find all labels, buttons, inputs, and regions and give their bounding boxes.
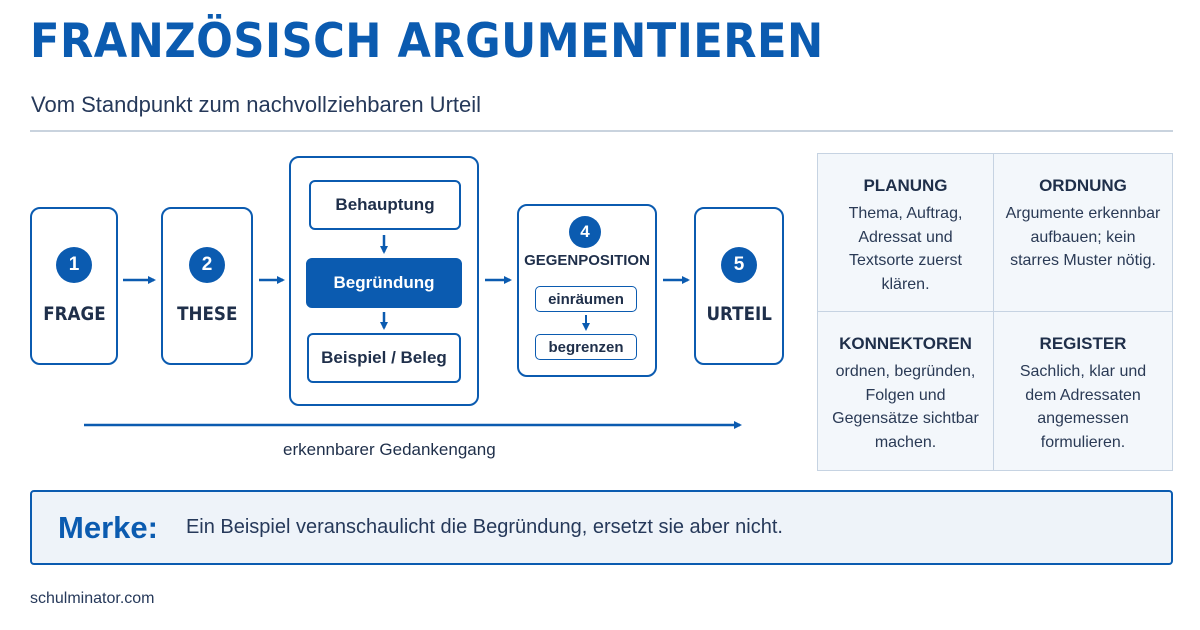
note-box (30, 490, 1173, 565)
tip-text: Argumente erkennbar aufbauen; kein starres Muster nötig. (1005, 205, 1161, 269)
claim-box: Behauptung (309, 180, 461, 230)
tip-text: Sachlich, klar und dem Adressaten angemessen formulieren. (1019, 363, 1147, 451)
tip-text: Thema, Auftrag, Adressat und Textsorte zuerst klären. (848, 205, 963, 293)
step-number-badge: 4 (569, 216, 601, 248)
page-title: FRANZÖSISCH ARGUMENTIEREN (30, 14, 824, 69)
step-label: URTEIL (706, 303, 772, 325)
step-number-badge: 2 (189, 247, 225, 283)
tip-title: KONNEKTOREN (839, 334, 972, 353)
step-number-badge: 5 (721, 247, 757, 283)
tip-cell (994, 154, 1172, 312)
step-label: THESE (176, 303, 238, 325)
tip-cell (818, 312, 994, 470)
tip-title: REGISTER (1039, 334, 1127, 353)
footer-site: schulminator.com (30, 590, 155, 607)
limit-box: begrenzen (535, 334, 637, 360)
tip-cell (818, 154, 994, 312)
tip-text: ordnen, begründen, Folgen und Gegensätze sichtbar machen. (832, 363, 979, 451)
step-label: GEGENPOSITION (524, 252, 650, 269)
tip-title: PLANUNG (863, 176, 948, 195)
step-label: FRAGE (42, 303, 106, 325)
note-text: Ein Beispiel veranschaulicht die Begründung, ersetzt sie aber nicht. (185, 516, 783, 538)
concede-box: einräumen (535, 286, 637, 312)
note-label: Merke: (58, 509, 158, 545)
tip-cell (994, 312, 1172, 470)
page-subtitle: Vom Standpunkt zum nachvollziehbaren Urteil (31, 92, 482, 117)
step-number-badge: 1 (56, 247, 92, 283)
tip-title: ORDNUNG (1039, 176, 1127, 195)
timeline-label: erkennbarer Gedankengang (283, 440, 496, 459)
evidence-box: Beispiel / Beleg (307, 333, 461, 383)
reasoning-box: Begründung (306, 258, 462, 308)
tips-grid (817, 153, 1173, 471)
